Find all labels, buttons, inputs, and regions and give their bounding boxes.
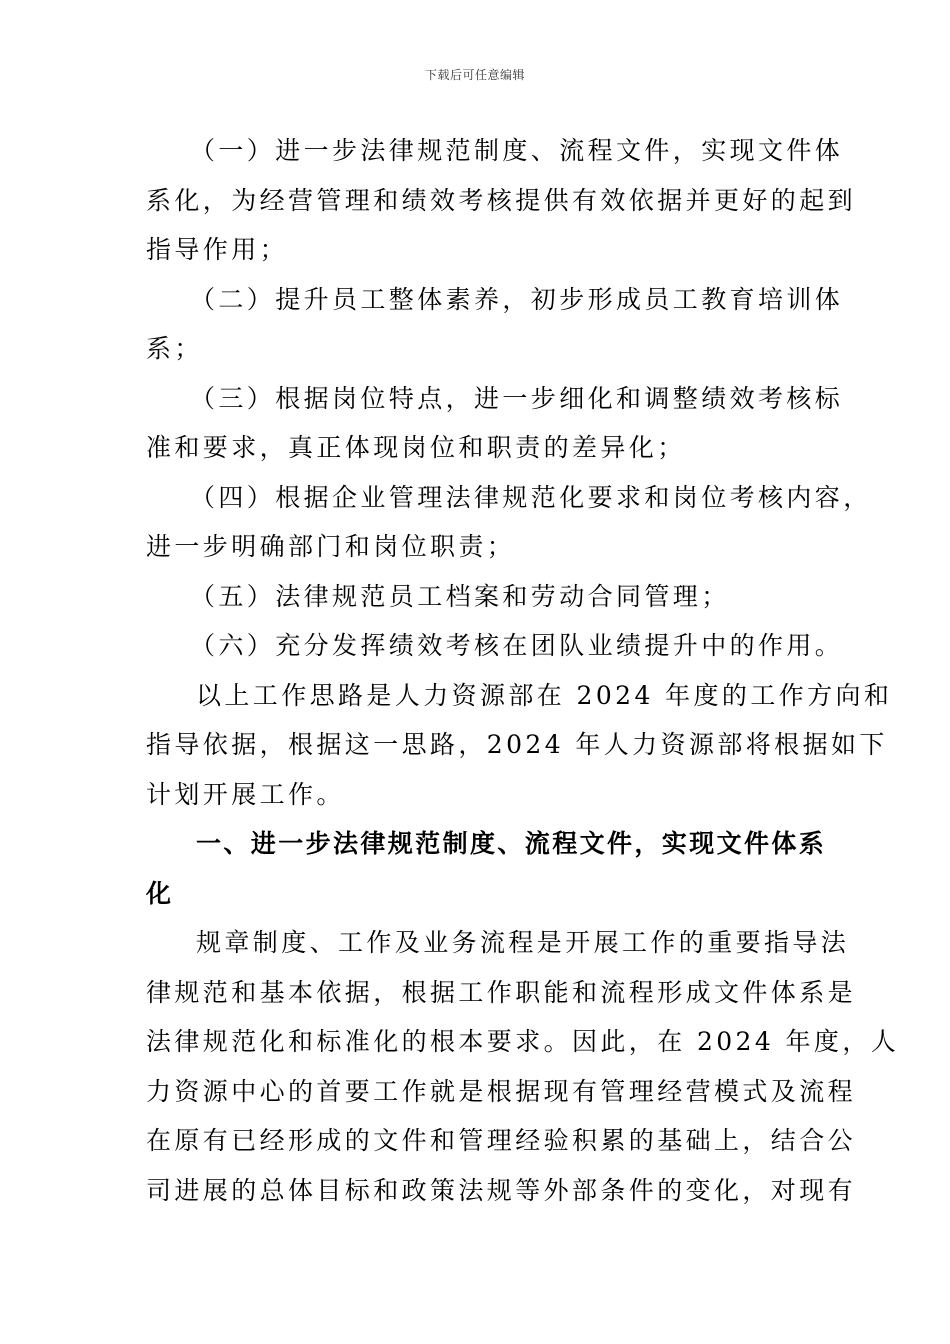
paragraph-line: （三）根据岗位特点，进一步细化和调整绩效考核标 [190,383,844,413]
paragraph-line: 系； [146,334,203,363]
paragraph-line: （六）充分发挥绩效考核在团队业绩提升中的作用。 [190,631,844,660]
paragraph-line: 指导作用； [146,235,289,264]
paragraph-line: 指导依据，根据这一思路，2024 年人力资源部将根据如下 [146,730,888,759]
paragraph-line: 律规范和基本依据，根据工作职能和流程形成文件体系是 [146,977,857,1007]
paragraph-line: （四）根据企业管理法律规范化要求和岗位考核内容， [190,482,872,512]
header-note: 下载后可任意编辑 [424,68,525,82]
paragraph-line: 以上工作思路是人力资源部在 2024 年度的工作方向和 [196,680,893,710]
paragraph-line: 系化，为经营管理和绩效考核提供有效依据并更好的起到 [146,185,857,215]
section-heading-line: 化 [146,878,174,908]
paragraph-line: 计划开展工作。 [146,779,345,809]
paragraph-line: （五）法律规范员工档案和劳动合同管理； [190,581,730,611]
paragraph-line: 司进展的总体目标和政策法规等外部条件的变化，对现有 [146,1175,857,1205]
paragraph-line: （二）提升员工整体素养，初步形成员工教育培训体 [190,284,844,314]
paragraph-line: （一）进一步法律规范制度、流程文件，实现文件体 [190,136,844,165]
paragraph-line: 进一步明确部门和岗位职责； [146,532,516,561]
paragraph-line: 准和要求，真正体现岗位和职责的差异化； [146,433,686,462]
section-heading-line: 一、进一步法律规范制度、流程文件，实现文件体系 [196,829,827,858]
document-body [146,126,900,1215]
paragraph-line: 在原有已经形成的文件和管理经验积累的基础上，结合公 [146,1126,857,1155]
paragraph-line: 规章制度、工作及业务流程是开展工作的重要指导法 [196,928,850,957]
paragraph-line: 法律规范化和标准化的根本要求。因此，在 2024 年度，人 [146,1027,900,1056]
paragraph-line: 力资源中心的首要工作就是根据现有管理经营模式及流程 [146,1076,857,1106]
